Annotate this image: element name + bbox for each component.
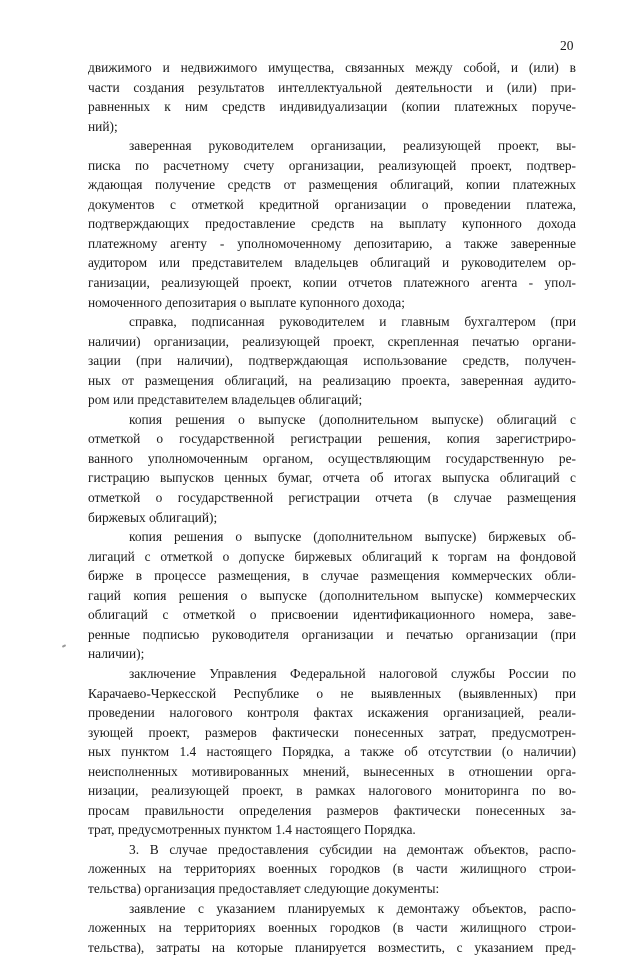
text-line: ренные подписью руководителя организации и печатью организации (при (88, 626, 576, 642)
text-line: подтверждающих предоставление средств на выплату купонного дохода (88, 216, 576, 232)
text-line: 3. В случае предоставления субсидии на демонтаж объектов, распо- (129, 841, 576, 857)
text-line: копия решения о выпуске (дополнительном выпуске) облигаций с (129, 411, 576, 427)
text-line: справка, подписанная руководителем и главным бухгалтером (при (129, 314, 576, 330)
text-line: трат, предусмотренных пунктом 1.4 настоящего Порядка. (88, 822, 416, 838)
text-line: гистрацию выпусков ценных бумаг, отчета об итогах выпуска облигаций с (88, 470, 576, 486)
text-line: ных пунктом 1.4 настоящего Порядка, а также об отсутствии (о наличии) (88, 744, 576, 760)
text-line: просам правильности определения размеров фактически понесенных за- (88, 802, 576, 818)
text-line: проведении налогового контроля фактах искажения организацией, реали- (88, 705, 576, 721)
text-line: заключение Управления Федеральной налоговой службы России по (129, 665, 576, 681)
text-line: ний); (88, 118, 118, 134)
text-line: заверенная руководителем организации, реализующей проект, вы- (129, 138, 576, 154)
text-line: документов с отметкой кредитной организации о проведении платежа, (88, 196, 576, 212)
text-line: зации (при наличии), подтверждающая использование средств, получен- (88, 353, 576, 369)
scan-mark (62, 644, 66, 648)
text-line: низации, реализующей проект, в рамках налогового мониторинга по во- (88, 783, 576, 799)
text-line: ложенных на территориях военных городков (в части жилищного строи- (88, 861, 576, 877)
text-line: наличии) организации, реализующей проект, скрепленная печатью органи- (88, 333, 576, 349)
text-line: части создания результатов интеллектуальной деятельности и (или) при- (88, 79, 576, 95)
text-line: движимого и недвижимого имущества, связанных между собой, и (или) в (88, 60, 576, 75)
text-line: писка по расчетному счету организации, реализующей проект, подтвер- (88, 157, 576, 173)
text-line: копия решения о выпуске (дополнительном выпуске) биржевых об- (129, 529, 576, 545)
text-line: ных от размещения облигаций, на реализацию проекта, заверенная аудито- (88, 372, 576, 388)
text-line: наличии); (88, 646, 145, 662)
text-line: ложенных на территориях военных городков (в части жилищного строи- (88, 920, 576, 936)
text-line: лигаций с отметкой о допуске биржевых облигаций к торгам на фондовой (88, 548, 576, 564)
text-line: отметкой о государственной регистрации отчета (в случае размещения (88, 490, 576, 506)
text-line: гаций копия решения о выпуске (дополнительном выпуске) коммерческих (88, 587, 576, 603)
text-line: заявление с указанием планируемых к демонтажу объектов, распо- (129, 900, 576, 916)
text-line: бирже в процессе размещения, в случае размещения коммерческих обли- (88, 568, 576, 584)
text-line: ганизации, реализующей проект, копии отчетов платежного агента - упол- (88, 275, 576, 291)
text-line: зующей проект, размеров фактически понесенных затрат, предусмотрен- (88, 724, 576, 740)
text-line: тельства) организация предоставляет следующие документы: (88, 880, 440, 896)
document-body (88, 58, 576, 957)
text-line: биржевых облигаций); (88, 509, 218, 525)
text-line: аудитором или представителем владельцев облигаций и руководителем ор- (88, 255, 576, 271)
text-line: равненных к ним средств индивидуализации (копии платежных поруче- (88, 99, 576, 115)
text-line: ром или представителем владельцев облигаций; (88, 392, 363, 408)
text-line: ванного уполномоченным органом, осуществляющим государственную ре- (88, 450, 576, 466)
text-line: отметкой о государственной регистрации решения, копия зарегистриро- (88, 431, 576, 447)
text-line: номоченного депозитария о выплате купонного дохода; (88, 294, 405, 310)
text-line: платежному агенту - уполномоченному депозитарию, а также заверенные (88, 235, 576, 251)
text-line: тельства), затраты на которые планируется возместить, с указанием пред- (88, 939, 576, 955)
text-line: ждающая получение средств от размещения облигаций, копии платежных (88, 177, 576, 193)
page-number: 20 (560, 38, 574, 53)
text-line: неисполненных мотивированных мнений, вынесенных в отношении орга- (88, 763, 576, 779)
text-line: Карачаево-Черкесской Республике о не выявленных (выявленных) при (88, 685, 576, 701)
text-line: облигаций с отметкой о присвоении идентификационного номера, заве- (88, 607, 576, 623)
